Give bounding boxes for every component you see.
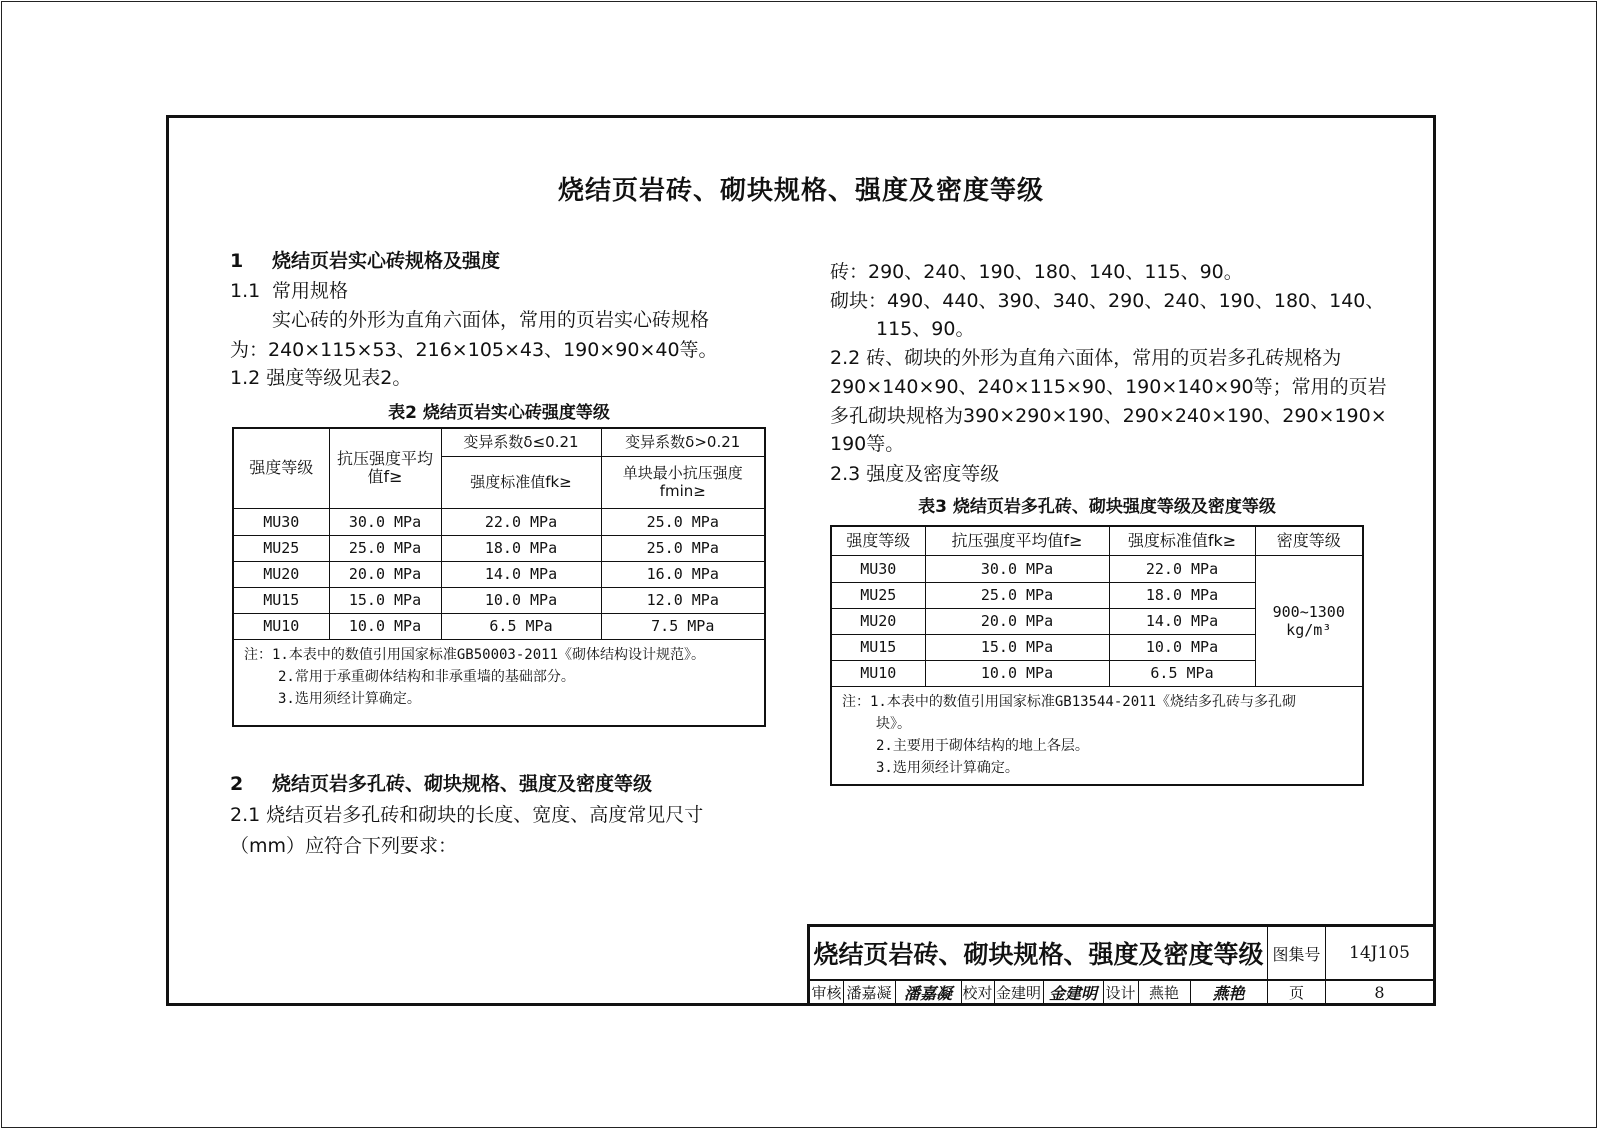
table2-fmin: 25.0 MPa [601,535,764,561]
note-line: 3.选用须经计算确定。 [278,690,421,707]
table3-density [1255,555,1362,686]
table2-header-grade: 强度等级 [234,429,329,508]
title-block [807,924,1433,1003]
table-row [234,535,764,561]
page-number: 8 [1374,982,1385,1002]
brick-sizes: 砖：290、240、190、180、140、115、90。 [830,261,1243,283]
paragraph-line: 290×140×90、240×115×90、190×140×90等；常用的页岩 [830,376,1387,398]
table-row [234,587,764,613]
subsection-2-3: 2.3 强度及密度等级 [830,463,1000,485]
table3-fk: 14.0 MPa [1109,608,1255,634]
density-value: 900~1300 [1272,602,1345,621]
table2-fmin: 12.0 MPa [601,587,764,613]
review-name: 潘嘉凝 [846,983,892,1002]
table3-grade: MU20 [832,608,925,634]
table3-notes [832,686,1362,779]
table2-header-avg: 抗压强度平均值f≥ [329,429,441,508]
table2-fk: 22.0 MPa [441,508,601,535]
block-sizes: 砌块：490、440、390、340、290、240、190、180、140、 [830,290,1385,312]
subsection-2-1-cont: （mm）应符合下列要求： [230,835,458,857]
table2-header-group1: 变异系数δ≤0.21 [441,429,601,456]
table2-avg: 25.0 MPa [329,535,441,561]
table2-grade: MU25 [234,535,329,561]
table2-grade: MU15 [234,587,329,613]
atlas-label: 图集号 [1272,944,1321,964]
section2-heading-number: 2 [230,773,244,795]
paragraph-line: 190等。 [830,433,905,455]
table2-grade: MU30 [234,508,329,535]
table3-avg: 30.0 MPa [925,555,1109,582]
note-line: 块》。 [876,715,911,732]
page-title: 烧结页岩砖、砌块规格、强度及密度等级 [557,176,1044,206]
divider [994,981,995,1003]
divider [1190,981,1191,1003]
review-label: 审核 [811,983,842,1002]
note-line: 注：1.本表中的数值引用国家标准GB13544-2011《烧结多孔砖与多孔砌 [842,693,1297,710]
section1-heading: 烧结页岩实心砖规格及强度 [272,250,501,272]
subsection-1-1-number: 1.1 [230,280,261,302]
paragraph-line: 为：240×115×53、216×105×43、190×90×40等。 [230,339,718,361]
table3-header-avg: 抗压强度平均值f≥ [925,527,1109,555]
divider [843,981,844,1003]
table2-avg: 30.0 MPa [329,508,441,535]
page-label: 页 [1288,983,1304,1002]
design-label: 设计 [1105,983,1136,1002]
table3 [830,525,1364,786]
divider [1325,981,1326,1003]
table3-grade: MU15 [832,634,925,660]
check-label: 校对 [962,983,993,1002]
divider [1043,981,1044,1003]
table2-fk: 6.5 MPa [441,613,601,639]
note-line: 注：1.本表中的数值引用国家标准GB50003-2011《砌体结构设计规范》。 [244,646,706,663]
check-signature: 金建明 [1048,983,1097,1003]
table3-avg: 10.0 MPa [925,660,1109,686]
table3-header-fk: 强度标准值fk≥ [1109,527,1255,555]
check-name: 金建明 [995,983,1041,1002]
table2-caption: 表2 烧结页岩实心砖强度等级 [388,403,610,423]
subsection-1-1-label: 常用规格 [272,280,349,302]
divider [1138,981,1139,1003]
table3-grade: MU10 [832,660,925,686]
table2-fk: 14.0 MPa [441,561,601,587]
table-row [234,561,764,587]
table3-header-grade: 强度等级 [832,527,925,555]
divider [895,981,896,1003]
paragraph-line: 实心砖的外形为直角六面体，常用的页岩实心砖规格 [272,309,710,331]
table2-fmin: 25.0 MPa [601,508,764,535]
table3-fk: 22.0 MPa [1109,555,1255,582]
table2-fk: 18.0 MPa [441,535,601,561]
design-name: 燕艳 [1148,983,1179,1002]
table3-fk: 18.0 MPa [1109,582,1255,608]
title-block-title: 烧结页岩砖、砌块规格、强度及密度等级 [813,940,1264,969]
table-row [832,555,1362,582]
table2-avg: 10.0 MPa [329,613,441,639]
table3-grade: MU25 [832,582,925,608]
table2-header-fk: 强度标准值fk≥ [441,456,601,508]
note-line: 2.主要用于砌体结构的地上各层。 [876,737,1089,754]
section1-heading-number: 1 [230,250,244,272]
table2-fmin: 7.5 MPa [601,613,764,639]
table3-fk: 6.5 MPa [1109,660,1255,686]
table2-header-group2: 变异系数δ>0.21 [601,429,764,456]
review-signature: 潘嘉凝 [903,983,952,1003]
note-line: 2.常用于承重砌体结构和非承重墙的基础部分。 [278,668,575,685]
density-unit: kg/m³ [1286,620,1332,639]
table-row [234,508,764,535]
subsection-2-2: 2.2 砖、砌块的外形为直角六面体，常用的页岩多孔砖规格为 [830,347,1342,369]
divider [961,981,962,1003]
table3-avg: 15.0 MPa [925,634,1109,660]
divider [1103,981,1104,1003]
table3-avg: 25.0 MPa [925,582,1109,608]
table-row [234,613,764,639]
table2-fk: 10.0 MPa [441,587,601,613]
block-sizes-cont: 115、90。 [876,318,975,340]
paragraph-line: 多孔砌块规格为390×290×190、290×240×190、290×190× [830,405,1387,427]
subsection-2-1: 2.1 烧结页岩多孔砖和砌块的长度、宽度、高度常见尺寸 [230,804,704,826]
atlas-number: 14J105 [1349,943,1410,963]
table3-grade: MU30 [832,555,925,582]
table2-grade: MU20 [234,561,329,587]
table2-header-fmin: 单块最小抗压强度fmin≥ [601,456,764,508]
table2-fmin: 16.0 MPa [601,561,764,587]
table3-fk: 10.0 MPa [1109,634,1255,660]
table3-caption: 表3 烧结页岩多孔砖、砌块强度等级及密度等级 [918,497,1276,517]
table2-avg: 15.0 MPa [329,587,441,613]
table2 [232,427,766,727]
subsection-1-2: 1.2 强度等级见表2。 [230,367,412,389]
note-line: 3.选用须经计算确定。 [876,759,1019,776]
table2-avg: 20.0 MPa [329,561,441,587]
divider [1267,981,1268,1003]
table3-avg: 20.0 MPa [925,608,1109,634]
table2-grade: MU10 [234,613,329,639]
section2-heading: 烧结页岩多孔砖、砌块规格、强度及密度等级 [272,773,653,795]
design-signature: 燕艳 [1212,983,1245,1003]
table3-header-density: 密度等级 [1255,527,1362,555]
table2-notes [234,639,764,710]
